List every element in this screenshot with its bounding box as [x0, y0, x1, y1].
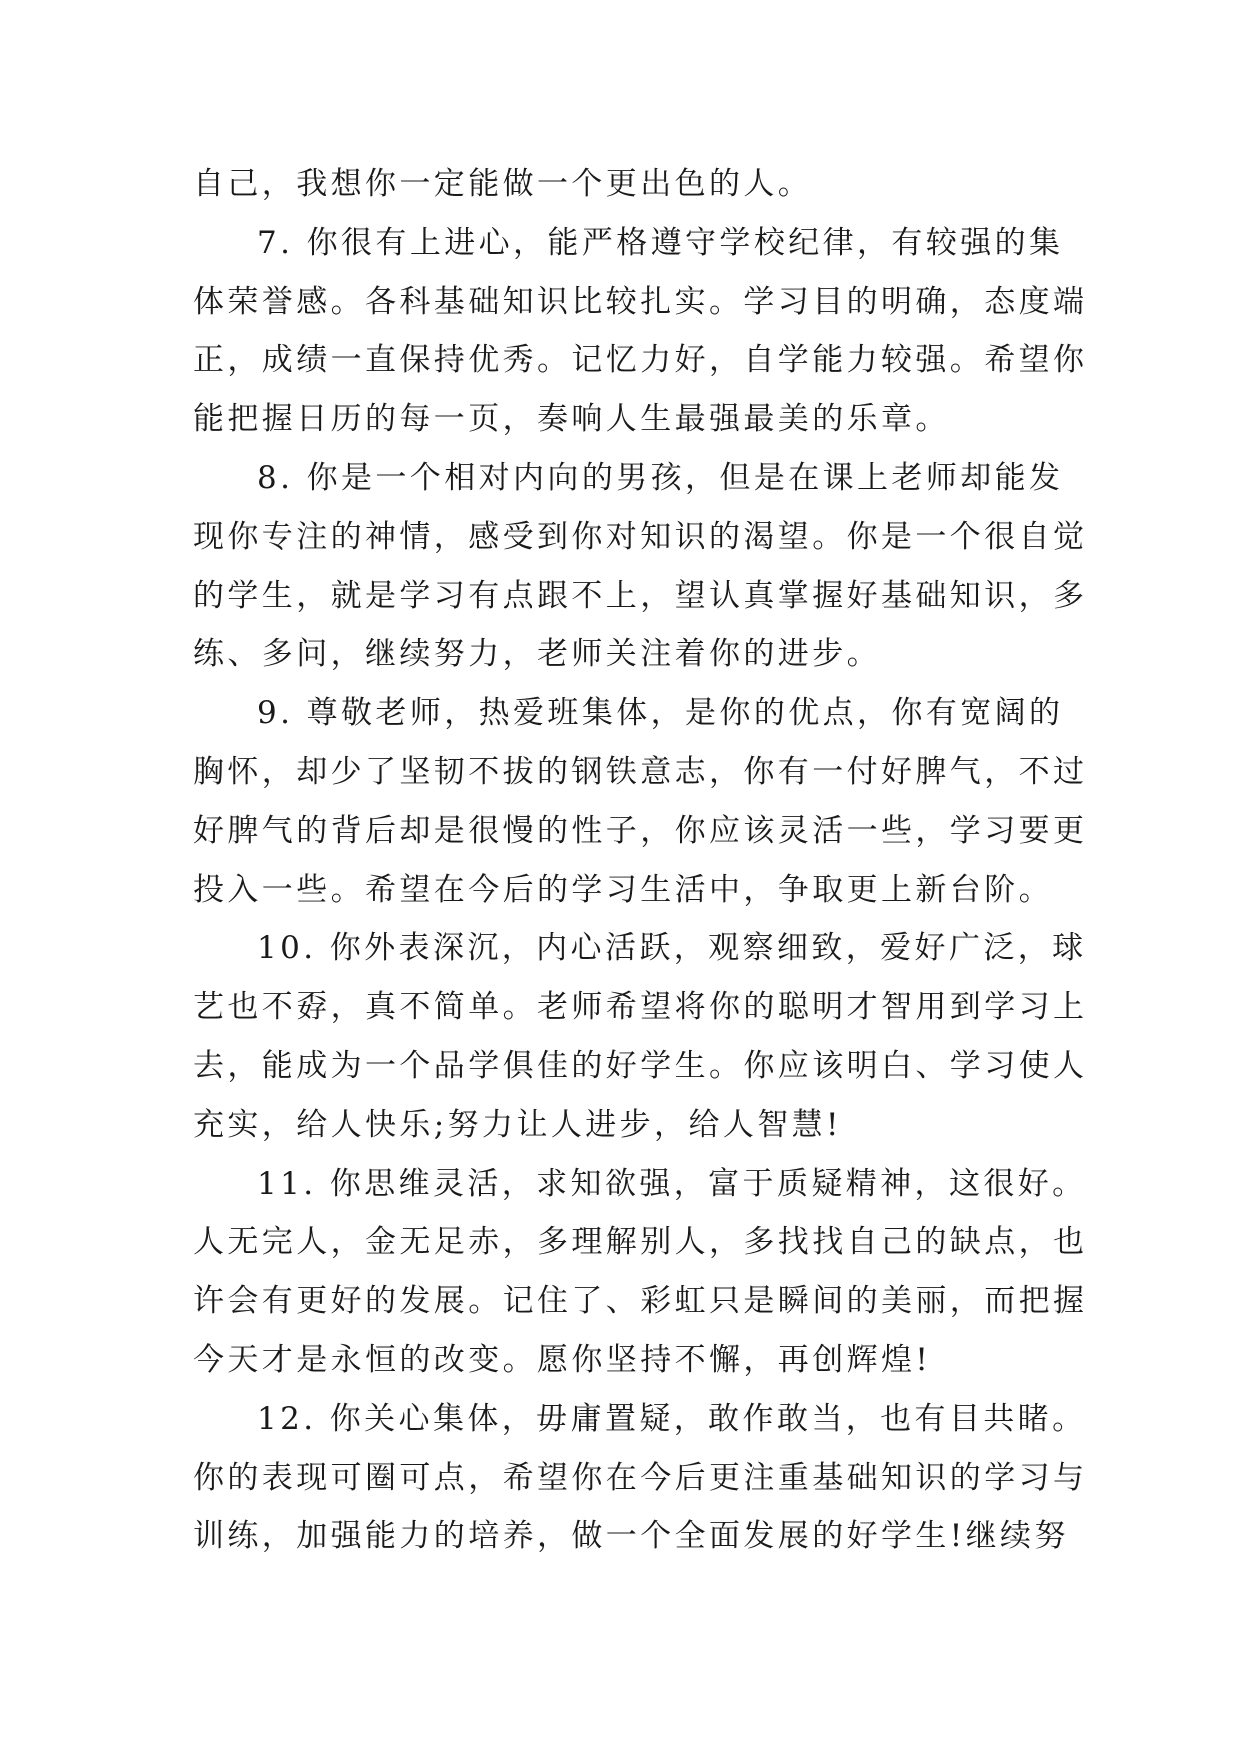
text-line: 12. 你关心集体，毋庸置疑，敢作敢当，也有目共睹。 — [257, 1400, 1087, 1437]
text-line: 训练，加强能力的培养，做一个全面发展的好学生!继续努 — [193, 1518, 1069, 1555]
text-line: 正，成绩一直保持优秀。记忆力好，自学能力较强。希望你 — [193, 342, 1088, 379]
text-line: 11. 你思维灵活，求知欲强，富于质疑精神，这很好。 — [257, 1165, 1087, 1202]
text-line: 今天才是永恒的改变。愿你坚持不懈，再创辉煌! — [193, 1341, 932, 1378]
text-line: 能把握日历的每一页，奏响人生最强最美的乐章。 — [193, 401, 950, 438]
text-line: 体荣誉感。各科基础知识比较扎实。学习目的明确，态度端 — [193, 283, 1088, 320]
text-line: 胸怀，却少了坚韧不拔的钢铁意志，你有一付好脾气，不过 — [193, 753, 1088, 790]
document-body — [193, 155, 1088, 1566]
text-line: 许会有更好的发展。记住了、彩虹只是瞬间的美丽，而把握 — [193, 1283, 1088, 1320]
text-line: 练、多问，继续努力，老师关注着你的进步。 — [193, 636, 881, 673]
text-line: 现你专注的神情，感受到你对知识的渴望。你是一个很自觉 — [193, 518, 1088, 555]
text-line: 7. 你很有上进心，能严格遵守学校纪律，有较强的集 — [257, 224, 1064, 261]
text-line: 艺也不孬，真不简单。老师希望将你的聪明才智用到学习上 — [193, 989, 1088, 1026]
text-line: 人无完人，金无足赤，多理解别人，多找找自己的缺点，也 — [193, 1224, 1088, 1261]
text-line: 去，能成为一个品学俱佳的好学生。你应该明白、学习使人 — [193, 1047, 1088, 1084]
text-line: 9. 尊敬老师，热爱班集体，是你的优点，你有宽阔的 — [257, 695, 1064, 732]
text-line: 好脾气的背后却是很慢的性子，你应该灵活一些，学习要更 — [193, 812, 1088, 849]
text-line: 8. 你是一个相对内向的男孩，但是在课上老师却能发 — [257, 459, 1064, 496]
text-line: 10. 你外表深沉，内心活跃，观察细致，爱好广泛，球 — [257, 930, 1087, 967]
text-line: 的学生，就是学习有点跟不上，望认真掌握好基础知识，多 — [193, 577, 1088, 614]
text-line: 投入一些。希望在今后的学习生活中，争取更上新台阶。 — [193, 871, 1053, 908]
text-line: 充实，给人快乐;努力让人进步，给人智慧! — [193, 1106, 842, 1143]
text-line: 你的表现可圈可点，希望你在今后更注重基础知识的学习与 — [193, 1459, 1088, 1496]
text-line: 自己，我想你一定能做一个更出色的人。 — [193, 166, 813, 202]
